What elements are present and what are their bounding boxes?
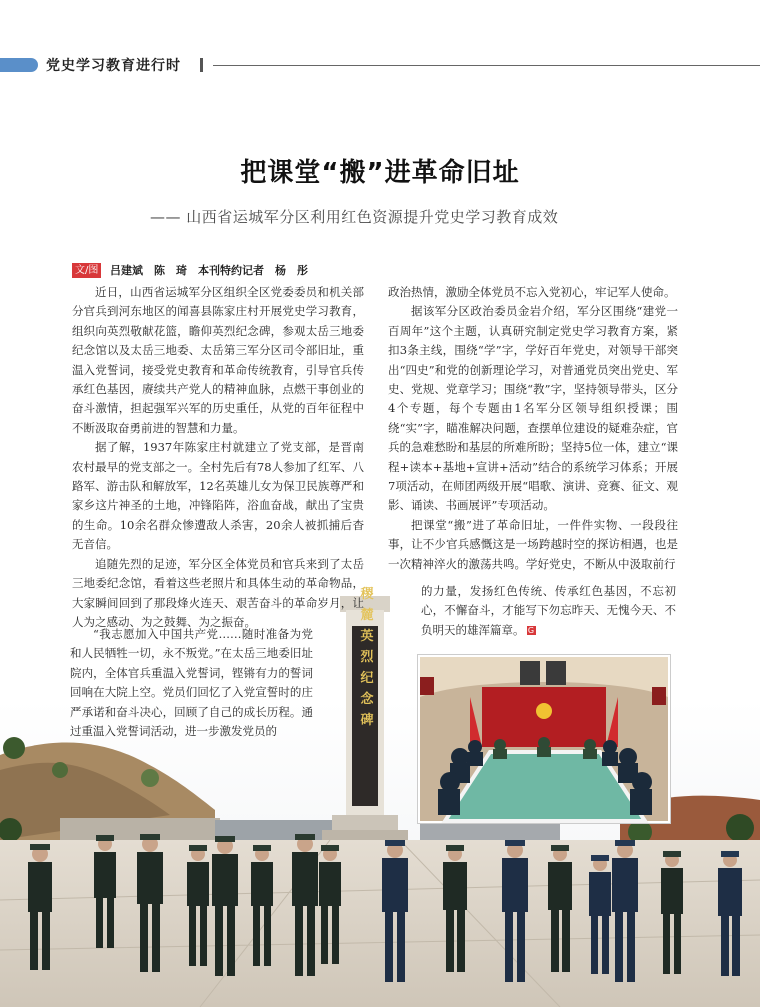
paragraph: “我志愿加入中国共产党……随时准备为党和人民牺牲一切，永不叛党。”在太岳三地委旧址院内，全体官兵重温入党誓词，铿锵有力的誓词回响在大院上空。党员们回忆了入党宣誓时的庄严承诺和奋斗决心，回顾了自己的成长历程。通过重温入党誓词活动，进一步激发党员的 (70, 627, 313, 739)
byline: 吕建斌 陈 琦 本刊特约记者 杨 彤 (110, 264, 308, 277)
article-right-tail (421, 582, 676, 640)
article-right-column (388, 283, 678, 574)
end-mark: G (527, 626, 535, 636)
article-left-continuation (70, 625, 313, 741)
section-rule-line (213, 65, 760, 66)
paragraph: 追随先烈的足迹，军分区全体党员和官兵来到了太岳三地委纪念馆，看着这些老照片和具体生动的革命物品，大家瞬间回到了那段烽火连天、艰苦奋斗的革命岁月，让人为之感动、为之鼓舞、为之振奋。 (72, 556, 364, 629)
section-divider-bar (200, 58, 203, 72)
article-subtitle: —— 山西省运城军分区利用红色资源提升党史学习教育成效 (150, 208, 559, 226)
paragraph-tail: 的力量，发扬红色传统、传承红色基因，不忘初心，不懈奋斗，才能写下勿忘昨天、无愧今天、不负明天的雄浑篇章。 (421, 584, 676, 637)
section-tab-marker (0, 58, 38, 72)
paragraph: 政治热情，激励全体党员不忘入党初心，牢记军人使命。 (388, 285, 676, 299)
paragraph: 据了解，1937年陈家庄村就建立了党支部，是晋南农村最早的党支部之一。全村先后有78人参加了红军、八路军、游击队和解放军，12名英雄儿女为保卫民族尊严和家乡这片神圣的土地，冲锋陷阵，浴血奋战，献出了宝贵的生命。10余名群众惨遭敌人杀害，20余人被抓捕后杳无音信。 (72, 440, 364, 552)
section-title: 党史学习教育进行时 (46, 58, 181, 74)
paragraph: 近日，山西省运城军分区组织全区党委委员和机关部分官兵到河东地区的闻喜县陈家庄村开展党史学习教育，组织向英烈敬献花篮，瞻仰英烈纪念碑，参观太岳三地委纪念馆以及太岳三地委、太岳第三军分区司令部旧址，重温入党誓词，接受党史教育和革命传统教育，引导官兵传承红色基因，赓续共产党人的精神血脉，点燃干事创业的奋斗激情，担起强军兴军的历史重任，从党的百年征程中不断汲取奋勇前进的智慧和力量。 (72, 285, 364, 435)
paragraph: 据该军分区政治委员金岩介绍，军分区围绕“建党一百周年”这个主题，认真研究制定党史学习教育方案，紧扣3条主线，围绕“学”字，学好百年党史，对领导干部突出“四史”和党的创新理论学习，对普通党员突出党史、军史、党规、党章学习；围绕“教”字，坚持领导带头，区分4个专题，每个专题由1名军分区领导组织授课；围绕“实”字，瞄准解决问题，查摆单位建设的疑难杂症，官兵的急难愁盼和基层的所难所盼；坚持5位一体，建立“课程+读本+基地+宣讲+活动”结合的系统学习体系；开展7项活动，在师团两级开展“唱歌、演讲、竞赛、征文、观影、诵读、书画展评”专项活动。 (388, 304, 678, 513)
article-title: 把课堂“搬”进革命旧址 (240, 158, 520, 188)
article-left-column (72, 283, 364, 632)
meeting-photo (418, 655, 670, 823)
byline-tag: 文/图 (72, 263, 101, 278)
paragraph: 把课堂“搬”进了革命旧址，一件件实物、一段段往事，让不少官兵感慨这是一场跨越时空的探访相遇，也是一次精神淬火的激荡共鸣。学好党史，不断从中汲取前行 (388, 517, 678, 571)
monument-inscription: 稷麓英烈纪念碑 (357, 586, 373, 734)
